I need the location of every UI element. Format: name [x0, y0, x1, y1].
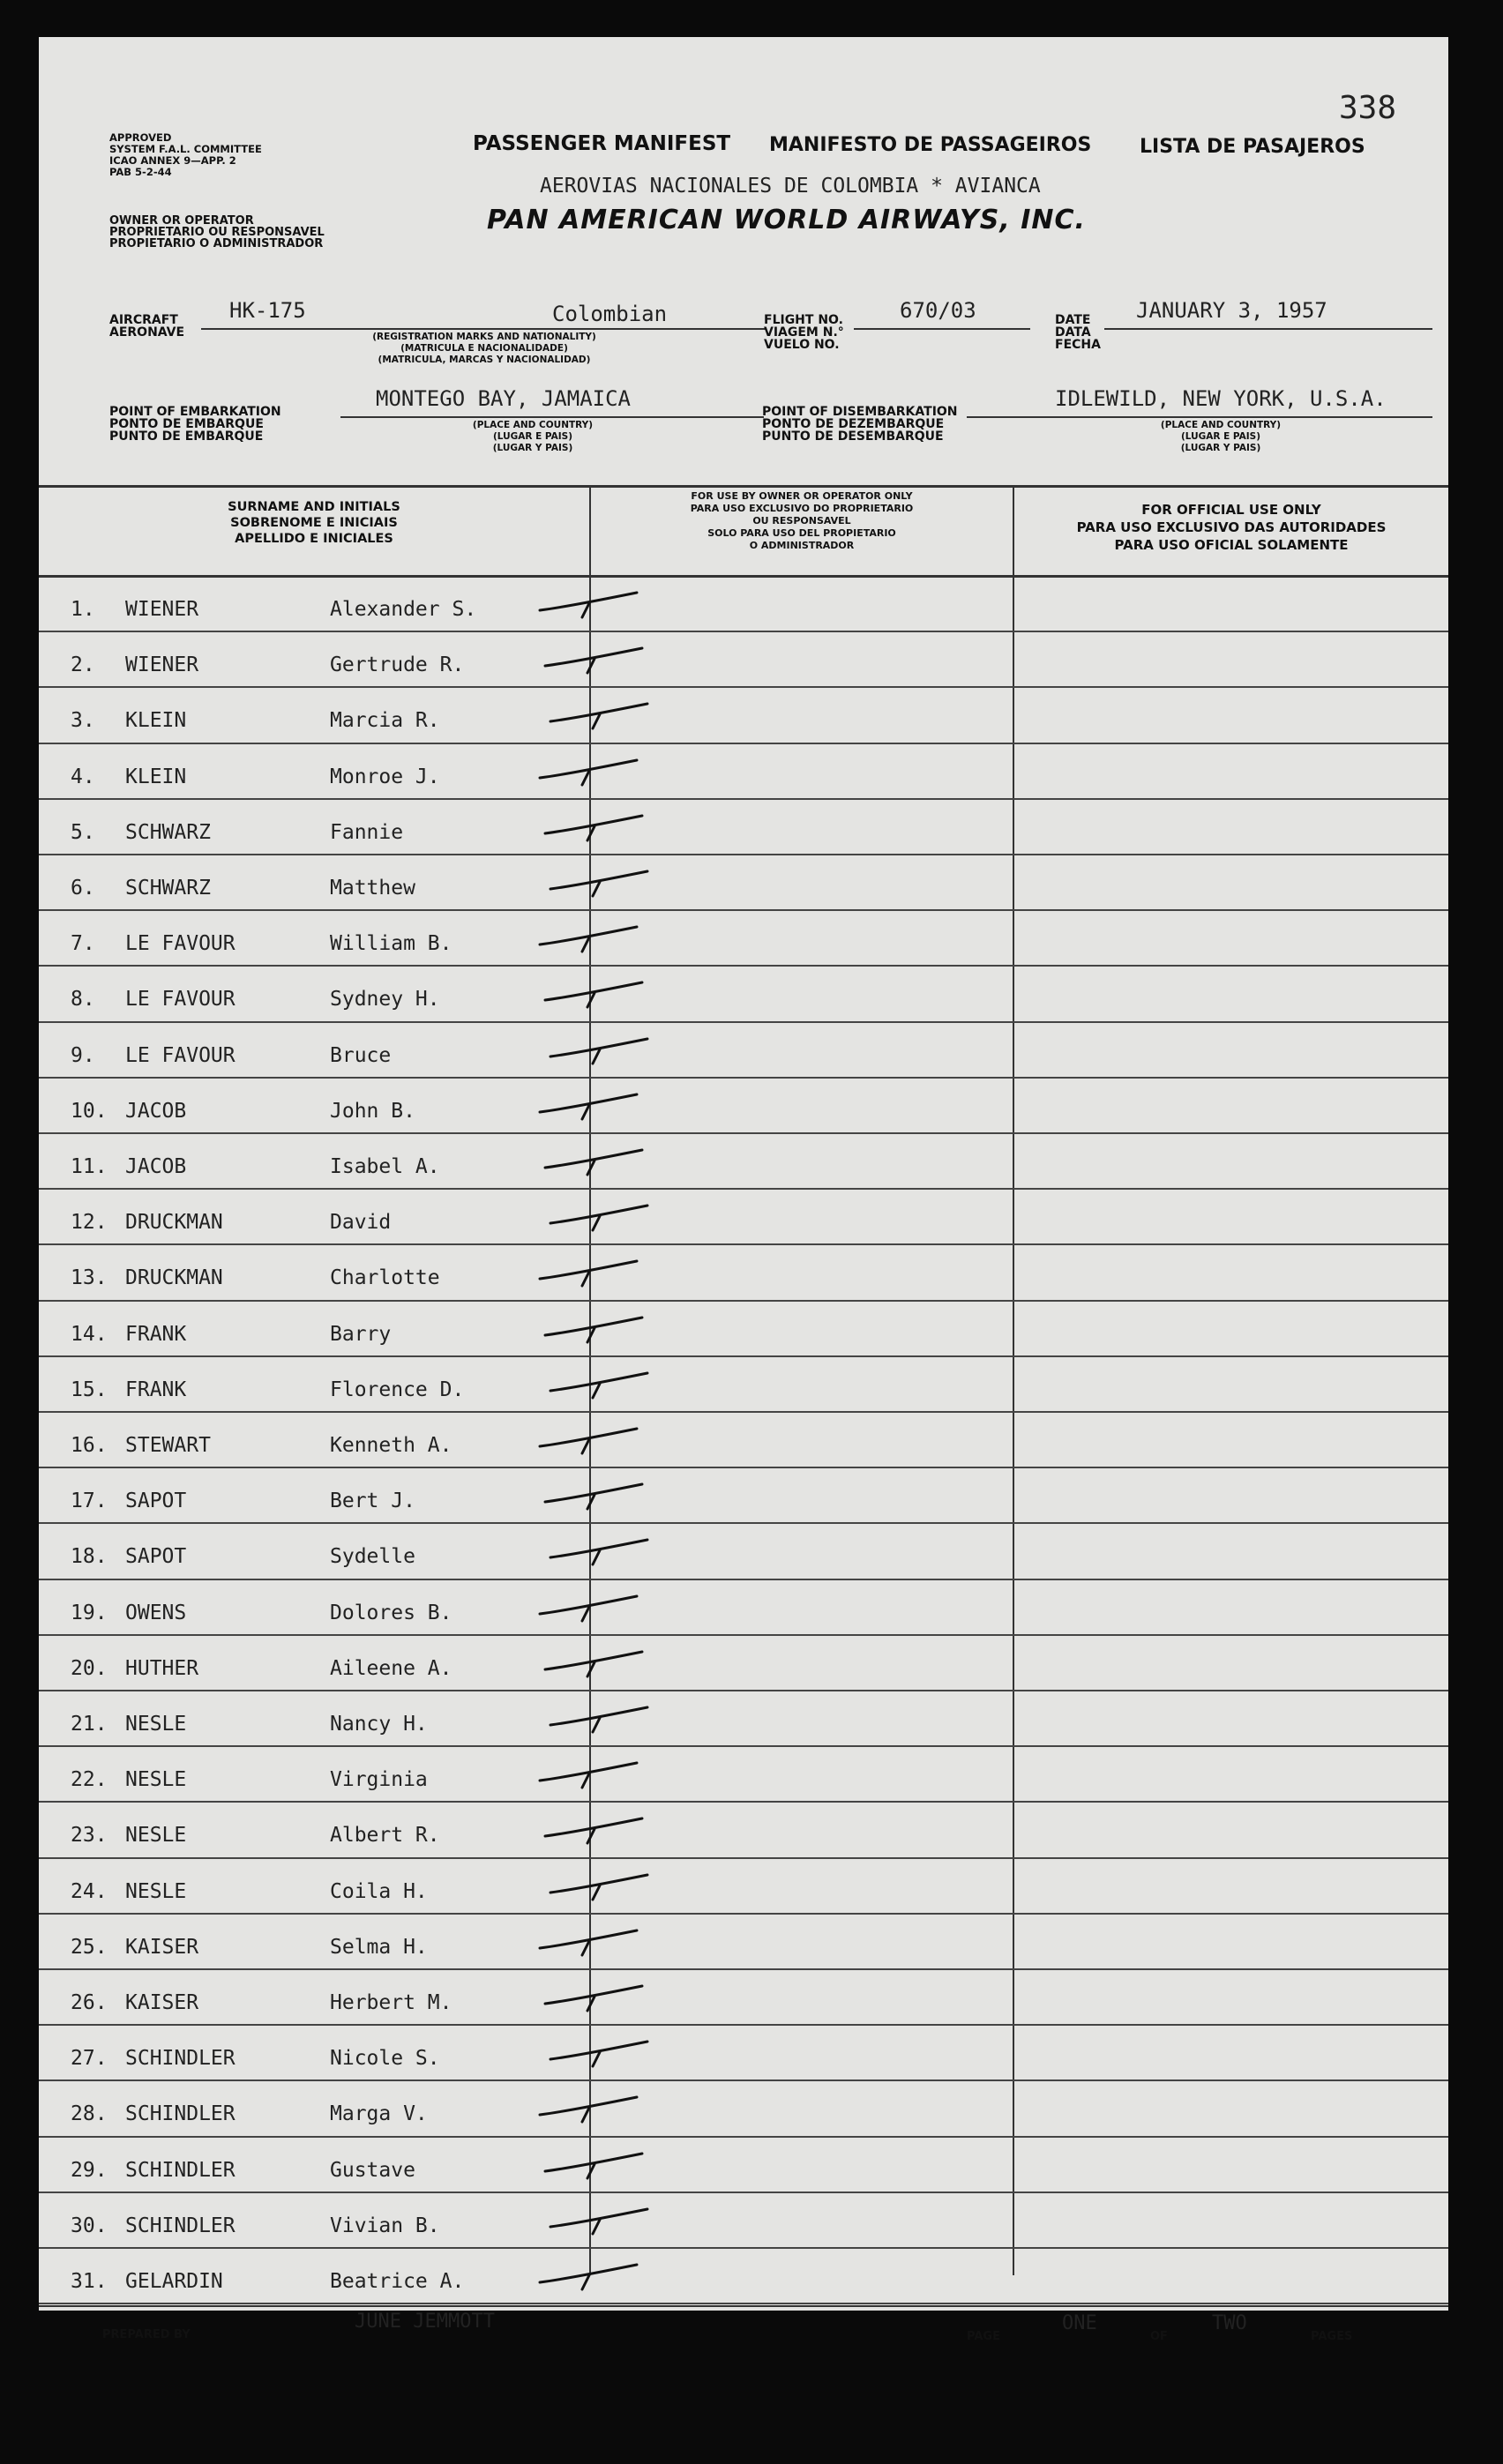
check-mark	[531, 1086, 654, 1121]
passenger-number: 24.	[71, 1879, 108, 1903]
date-underline	[1104, 328, 1432, 330]
passenger-surname: SCHWARZ	[125, 877, 211, 900]
embarkation-place: MONTEGO BAY, JAMAICA	[376, 386, 631, 411]
embarkation-underline	[340, 416, 764, 418]
manifest-page	[39, 37, 1448, 2343]
passenger-number: 29.	[71, 2158, 108, 2182]
check-mark	[531, 918, 654, 953]
table-top-rule	[39, 485, 1448, 488]
approval-line: APPROVED	[109, 131, 172, 144]
passenger-surname: SCHINDLER	[125, 2047, 236, 2071]
check-mark	[531, 1754, 654, 1789]
passenger-surname: LE FAVOUR	[125, 1043, 236, 1067]
approval-line: ICAO ANNEX 9—APP. 2	[109, 154, 236, 167]
passenger-row	[39, 1691, 1448, 1747]
check-mark	[531, 1587, 654, 1623]
passenger-surname: NESLE	[125, 1713, 187, 1736]
passenger-number: 20.	[71, 1656, 108, 1680]
passenger-row	[39, 1915, 1448, 1970]
check-mark	[542, 1364, 665, 1400]
passenger-surname: SCHINDLER	[125, 2158, 236, 2182]
passenger-row	[39, 2138, 1448, 2193]
disembarkation-sublabel: (PLACE AND COUNTRY) (LUGAR E PAIS) (LUGAR Y PAIS)	[1160, 420, 1282, 453]
title-portuguese: MANIFESTO DE PASSAGEIROS	[769, 134, 1092, 156]
passenger-row	[39, 1468, 1448, 1524]
carrier-name: PAN AMERICAN WORLD AIRWAYS, INC.	[487, 205, 1086, 235]
passenger-number: 25.	[71, 1935, 108, 1959]
page-label: PAGE	[967, 2330, 1000, 2343]
passenger-number: 1.	[71, 598, 95, 621]
passenger-given-name: Selma H.	[330, 1935, 428, 1959]
check-mark	[531, 584, 654, 619]
passenger-number: 26.	[71, 1991, 108, 2014]
passenger-number: 11.	[71, 1155, 108, 1178]
column-header-surname: SURNAME AND INITIALS SOBRENOME E INICIAIS APELLIDO E INICIALES	[228, 500, 400, 546]
passenger-surname: NESLE	[125, 1824, 187, 1848]
aircraft-label: AIRCRAFT AERONAVE	[109, 313, 185, 340]
check-mark	[542, 2200, 665, 2236]
passenger-number: 14.	[71, 1322, 108, 1346]
check-mark	[536, 974, 660, 1009]
passenger-number: 19.	[71, 1601, 108, 1624]
check-mark	[531, 1922, 654, 1957]
approval-block	[109, 132, 262, 178]
passenger-surname: SCHWARZ	[125, 820, 211, 844]
flight-number: 670/03	[900, 298, 976, 323]
check-mark	[536, 1810, 660, 1845]
prepared-label: PREPARED BY	[102, 2328, 191, 2341]
approval-line: SYSTEM F.A.L. COMMITTEE	[109, 143, 262, 155]
passenger-surname: KAISER	[125, 1935, 199, 1959]
date-label: DATE DATA FECHA	[1055, 313, 1101, 352]
check-mark	[536, 1977, 660, 2012]
check-mark	[531, 1420, 654, 1455]
check-mark	[531, 1252, 654, 1288]
passenger-row	[39, 1636, 1448, 1691]
passenger-row	[39, 688, 1448, 743]
passenger-given-name: Nancy H.	[330, 1713, 428, 1736]
passenger-number: 22.	[71, 1768, 108, 1792]
passenger-row	[39, 1134, 1448, 1190]
passenger-row	[39, 1079, 1448, 1134]
passenger-surname: WIENER	[125, 653, 199, 677]
passenger-surname: SAPOT	[125, 1545, 187, 1569]
footer-rule	[39, 2305, 1448, 2307]
passenger-surname: KLEIN	[125, 765, 187, 788]
passenger-row	[39, 1023, 1448, 1079]
pages-label: PAGES	[1311, 2330, 1353, 2343]
passenger-row	[39, 1970, 1448, 2026]
operator-name: AEROVIAS NACIONALES DE COLOMBIA * AVIANCA	[540, 175, 1041, 198]
check-mark	[536, 1643, 660, 1678]
passenger-number: 4.	[71, 765, 95, 788]
column-header-operator: FOR USE BY OWNER OR OPERATOR ONLY PARA USO EXCLUSIVO DO PROPRIETARIO OU RESPONSAVEL SOLO PARA USO DEL PROPIETARIO O ADMINISTRADOR	[690, 490, 914, 551]
passenger-number: 18.	[71, 1545, 108, 1569]
passenger-number: 21.	[71, 1713, 108, 1736]
passenger-surname: SCHINDLER	[125, 2214, 236, 2237]
title-english: PASSENGER MANIFEST	[473, 132, 731, 155]
check-mark	[531, 751, 654, 787]
passenger-number: 5.	[71, 820, 95, 844]
passenger-surname: KAISER	[125, 1991, 199, 2014]
prepared-by-value: JUNE JEMMOTT	[355, 2311, 495, 2333]
passenger-row	[39, 1190, 1448, 1245]
owner-line: OWNER OR OPERATOR	[109, 214, 254, 228]
passenger-given-name: William B.	[330, 932, 452, 956]
passenger-given-name: Marcia R.	[330, 709, 440, 733]
column-header-official: FOR OFFICIAL USE ONLY PARA USO EXCLUSIVO DAS AUTORIDADES PARA USO OFICIAL SOLAMENTE	[1076, 502, 1387, 553]
passenger-surname: LE FAVOUR	[125, 988, 236, 1012]
passenger-row	[39, 1413, 1448, 1468]
check-mark	[542, 1030, 665, 1065]
passenger-surname: NESLE	[125, 1768, 187, 1792]
passenger-number: 28.	[71, 2102, 108, 2126]
passenger-number: 15.	[71, 1378, 108, 1401]
passenger-number: 16.	[71, 1434, 108, 1457]
passenger-surname: HUTHER	[125, 1656, 199, 1680]
check-mark	[542, 1699, 665, 1734]
passenger-number: 9.	[71, 1043, 95, 1067]
passenger-surname: GELARDIN	[125, 2270, 223, 2293]
passenger-row	[39, 1245, 1448, 1301]
aircraft-registration: HK-175	[229, 298, 306, 323]
passenger-number: 10.	[71, 1099, 108, 1123]
aircraft-nationality: Colombian	[552, 302, 668, 326]
aircraft-sublabel: (REGISTRATION MARKS AND NATIONALITY) (MATRICULA E NACIONALIDADE) (MATRICULA, MARCAS Y NACIONALIDAD)	[372, 332, 596, 365]
check-mark	[536, 639, 660, 675]
passenger-surname: SAPOT	[125, 1490, 187, 1513]
disembarkation-place: IDLEWILD, NEW YORK, U.S.A.	[1055, 386, 1387, 411]
passenger-given-name: Gertrude R.	[330, 653, 465, 677]
passenger-given-name: David	[330, 1211, 392, 1235]
passenger-row	[39, 2081, 1448, 2137]
passenger-given-name: Matthew	[330, 877, 415, 900]
passenger-row	[39, 2249, 1448, 2304]
passenger-given-name: Vivian B.	[330, 2214, 440, 2237]
page-number: 338	[1339, 90, 1397, 126]
flight-label: FLIGHT NO. VIAGEM N.° VUELO NO.	[764, 313, 844, 352]
passenger-surname: FRANK	[125, 1378, 187, 1401]
passenger-given-name: Albert R.	[330, 1824, 440, 1848]
disembarkation-underline	[967, 416, 1432, 418]
check-mark	[542, 2033, 665, 2068]
flight-underline	[854, 328, 1030, 330]
passenger-given-name: Coila H.	[330, 1879, 428, 1903]
passenger-number: 27.	[71, 2047, 108, 2071]
passenger-row	[39, 2026, 1448, 2081]
passenger-number: 6.	[71, 877, 95, 900]
passenger-row	[39, 800, 1448, 855]
passenger-given-name: Gustave	[330, 2158, 415, 2182]
passenger-row	[39, 911, 1448, 967]
passenger-surname: WIENER	[125, 598, 199, 621]
check-mark	[542, 1197, 665, 1232]
check-mark	[531, 2088, 654, 2124]
passenger-row	[39, 1859, 1448, 1915]
passenger-surname: NESLE	[125, 1879, 187, 1903]
passenger-surname: DRUCKMAN	[125, 1266, 223, 1290]
passenger-number: 31.	[71, 2270, 108, 2293]
owner-label	[109, 215, 325, 250]
passenger-number: 17.	[71, 1490, 108, 1513]
check-mark	[536, 1141, 660, 1176]
passenger-given-name: Nicole S.	[330, 2047, 440, 2071]
passenger-surname: STEWART	[125, 1434, 211, 1457]
passenger-row	[39, 1803, 1448, 1858]
flight-date: JANUARY 3, 1957	[1136, 298, 1327, 323]
embarkation-label: POINT OF EMBARKATION PONTO DE EMBARQUE PUNTO DE EMBARQUE	[109, 405, 281, 444]
passenger-given-name: Dolores B.	[330, 1601, 452, 1624]
aircraft-underline	[201, 328, 766, 330]
passenger-surname: JACOB	[125, 1099, 187, 1123]
passenger-row	[39, 967, 1448, 1022]
passenger-row	[39, 632, 1448, 688]
passenger-given-name: Barry	[330, 1322, 392, 1346]
passenger-surname: FRANK	[125, 1322, 187, 1346]
passenger-row	[39, 1747, 1448, 1803]
passenger-number: 23.	[71, 1824, 108, 1848]
owner-line: PROPRIETARIO OU RESPONSAVEL	[109, 226, 325, 239]
check-mark	[542, 695, 665, 730]
passenger-number: 7.	[71, 932, 95, 956]
passenger-given-name: John B.	[330, 1099, 415, 1123]
passenger-row	[39, 744, 1448, 800]
owner-line: PROPIETARIO O ADMINISTRADOR	[109, 237, 324, 250]
passenger-given-name: Isabel A.	[330, 1155, 440, 1178]
passenger-number: 2.	[71, 653, 95, 677]
passenger-given-name: Monroe J.	[330, 765, 440, 788]
passenger-given-name: Fannie	[330, 820, 404, 844]
passenger-surname: OWENS	[125, 1601, 187, 1624]
approval-line: PAB 5-2-44	[109, 166, 172, 178]
check-mark	[542, 862, 665, 898]
passenger-number: 13.	[71, 1266, 108, 1290]
passenger-given-name: Charlotte	[330, 1266, 440, 1290]
page-value: ONE	[1062, 2312, 1097, 2334]
check-mark	[536, 1309, 660, 1344]
passenger-number: 30.	[71, 2214, 108, 2237]
passenger-surname: LE FAVOUR	[125, 932, 236, 956]
passenger-number: 3.	[71, 709, 95, 733]
passenger-given-name: Bruce	[330, 1043, 392, 1067]
passenger-given-name: Herbert M.	[330, 1991, 452, 2014]
embarkation-sublabel: (PLACE AND COUNTRY) (LUGAR E PAIS) (LUGAR Y PAIS)	[472, 420, 594, 453]
passenger-given-name: Beatrice A.	[330, 2270, 465, 2293]
check-mark	[536, 1475, 660, 1511]
passenger-row	[39, 577, 1448, 632]
disembarkation-label: POINT OF DISEMBARKATION PONTO DE DEZEMBARQUE PUNTO DE DESEMBARQUE	[762, 405, 958, 444]
passenger-number: 8.	[71, 988, 95, 1012]
passenger-given-name: Alexander S.	[330, 598, 477, 621]
of-label: OF	[1150, 2330, 1168, 2343]
passenger-given-name: Virginia	[330, 1768, 428, 1792]
passenger-given-name: Marga V.	[330, 2102, 428, 2126]
passenger-row	[39, 1357, 1448, 1413]
passenger-given-name: Sydelle	[330, 1545, 415, 1569]
of-value: TWO	[1212, 2312, 1247, 2334]
passenger-row	[39, 2193, 1448, 2249]
passenger-row	[39, 855, 1448, 911]
passenger-given-name: Florence D.	[330, 1378, 465, 1401]
passenger-row	[39, 1302, 1448, 1357]
passenger-given-name: Bert J.	[330, 1490, 415, 1513]
check-mark	[542, 1866, 665, 1901]
passenger-given-name: Sydney H.	[330, 988, 440, 1012]
check-mark	[542, 1531, 665, 1566]
title-spanish: LISTA DE PASAJEROS	[1140, 136, 1365, 158]
passenger-surname: KLEIN	[125, 709, 187, 733]
passenger-given-name: Aileene A.	[330, 1656, 452, 1680]
passenger-surname: SCHINDLER	[125, 2102, 236, 2126]
passenger-surname: DRUCKMAN	[125, 1211, 223, 1235]
passenger-row	[39, 1524, 1448, 1579]
passenger-number: 12.	[71, 1211, 108, 1235]
check-mark	[531, 2256, 654, 2291]
passenger-given-name: Kenneth A.	[330, 1434, 452, 1457]
passenger-row	[39, 1580, 1448, 1636]
passenger-surname: JACOB	[125, 1155, 187, 1178]
check-mark	[536, 807, 660, 842]
check-mark	[536, 2145, 660, 2180]
